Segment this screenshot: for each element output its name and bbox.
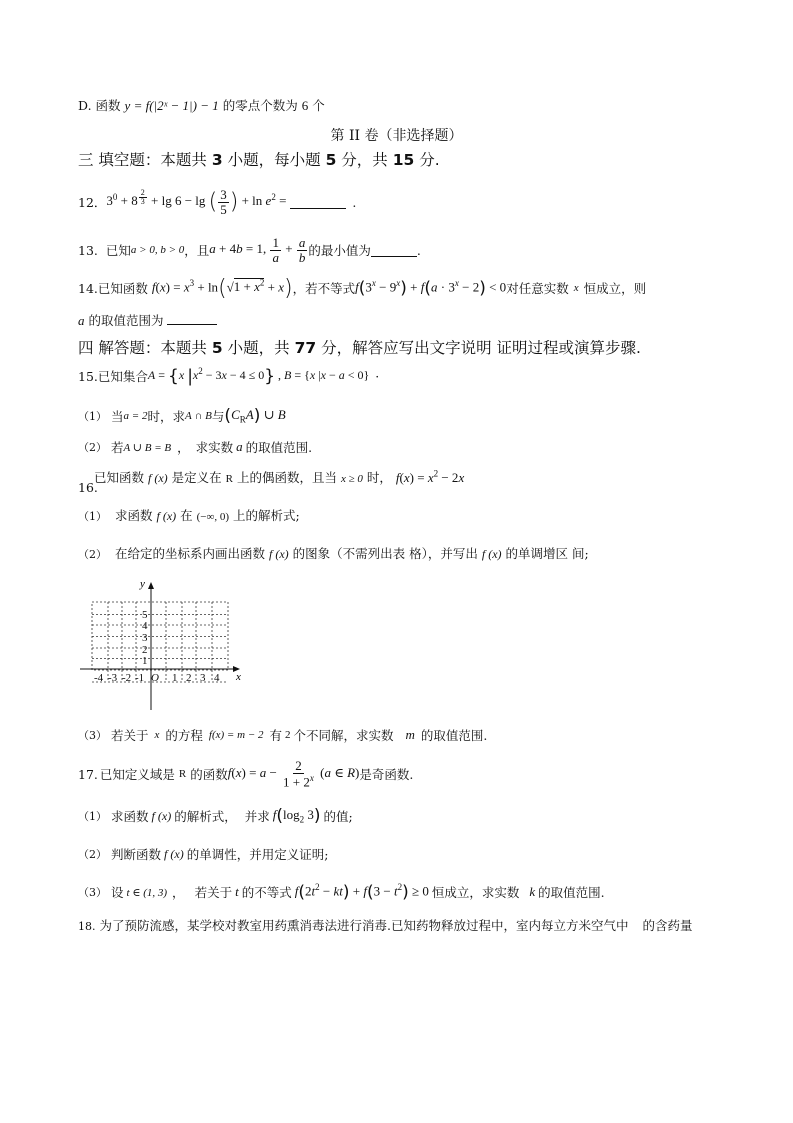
part-label: （2） (78, 548, 107, 561)
formula: (−∞, 0) (196, 511, 230, 523)
y-tick-4: 4 (142, 620, 148, 632)
part-label: （3） (78, 729, 107, 742)
question-14 (78, 270, 793, 306)
question-number: 17. (78, 766, 98, 782)
text: ， (172, 885, 185, 901)
text: 上的偶函数，且当 (236, 470, 337, 485)
question-15 (78, 362, 793, 390)
answer-blank[interactable] (290, 196, 346, 209)
value: 6 (301, 98, 309, 113)
text: 分. (419, 151, 440, 169)
text: 小题，每小题 (227, 151, 321, 169)
text: 个 (312, 98, 325, 113)
question-number: 15. (78, 368, 98, 384)
text: 判断函数 (111, 847, 162, 862)
text: 已知函数 (94, 470, 145, 485)
variable: a (236, 439, 243, 454)
text: 的含药量 (642, 918, 693, 933)
question-number: 16. (78, 480, 98, 495)
text: 的方程 (165, 728, 203, 743)
variable: a (78, 313, 85, 328)
variable: k (529, 884, 536, 900)
text: ，且 (184, 243, 210, 258)
question-17 (78, 756, 793, 792)
variable: R (178, 768, 187, 780)
section-header (78, 336, 793, 358)
formula: A ∪ B = B (123, 441, 172, 454)
formula: $f(x) = x^2 - 2x$ (395, 468, 465, 485)
formula: f (x) (151, 808, 172, 823)
formula: f (x) (156, 509, 177, 523)
text: 时， (147, 409, 173, 424)
formula: A = {x $|x^2 - 3x - 4 \le 0$} , B = {x |x − a < 0} (147, 365, 370, 387)
text: 求 (172, 409, 185, 424)
formula: f (x) (481, 547, 502, 561)
x-tick-labels (94, 672, 220, 684)
text: 上的解析式; (233, 508, 300, 523)
text: 当 (111, 409, 124, 424)
formula: $f(2t^2 - kt) + f(3 - t^2) \ge 0$ (294, 882, 429, 903)
text: 已知 (105, 243, 131, 258)
text: 的取值范围. (245, 440, 313, 455)
value: 15 (392, 151, 415, 169)
question-number: 13. (78, 242, 98, 258)
formula: f(x) = m − 2 (208, 729, 264, 741)
formula: a = 2 (123, 410, 148, 422)
value: 5 (325, 151, 337, 169)
text: ，若不等式 (292, 281, 356, 296)
text: 在 (180, 508, 193, 523)
formula: A ∩ B (184, 410, 212, 422)
question-16-text (94, 468, 464, 486)
text: 时， (366, 470, 392, 485)
section-header (78, 148, 793, 170)
text: 的值; (323, 809, 353, 824)
part-label: （1） (78, 410, 107, 423)
formula: t ∈ (1, 3) (126, 886, 168, 899)
text: 求实数 (195, 440, 234, 455)
text: 恒成立，求实数 (431, 885, 520, 901)
formula: a > 0, b > 0 (130, 244, 185, 256)
formula: f (x) (164, 846, 184, 861)
variable: m (405, 727, 415, 742)
formula: $3^0 + 8$ $^{\frac{2}{3}}$ + lg 6 − lg ( $\frac{3}{5}$ ) + $\ln e^2$ = (106, 186, 287, 217)
text: 的解析式， (174, 809, 237, 824)
text: 的零点个数为 (222, 98, 298, 113)
formula: f (x) (268, 547, 289, 561)
text: 已知函数 (97, 281, 148, 296)
text: 小题，共 (227, 339, 290, 357)
value: 77 (294, 339, 317, 357)
answer-blank[interactable] (167, 312, 217, 325)
question-13 (78, 232, 793, 268)
text: 的单调增区 间; (505, 546, 589, 561)
text: . (416, 242, 421, 258)
formula: $(C_RA)$ ∪ B (224, 406, 286, 426)
formula: f(x) = a − $\frac{2}{1 + 2^x}$ (a ∈ R) (227, 758, 360, 790)
question-16-part-3 (78, 726, 793, 744)
text: 若关于 (111, 728, 149, 743)
question-16-part-1 (78, 506, 793, 524)
text: 分，解答应写出文字说明 证明过程或演算步骤. (321, 339, 641, 357)
text: 个不同解，求实数 (293, 728, 394, 743)
text: 四 解答题：本题共 (78, 339, 207, 357)
text: 设 (111, 885, 124, 901)
question-17-part-3 (78, 882, 793, 902)
part-label: （2） (78, 441, 107, 454)
question-12 (78, 182, 793, 222)
x-tick-neg4: -4 (94, 672, 104, 684)
text: 是定义在 (171, 470, 222, 485)
text: 若关于 (194, 885, 233, 901)
variable: R (225, 473, 233, 485)
formula: a + 4b = 1, $\frac{1}{a}$ + $\frac{a}{b}$ (209, 234, 306, 265)
x-tick-neg2: -2 (122, 672, 132, 684)
x-tick-4: 4 (214, 672, 220, 684)
question-14-line-2 (78, 311, 793, 329)
text: 为了预防流感，某学校对教室用药熏消毒法进行消毒.已知药物释放过程中，室内每立方米空气中 (99, 918, 629, 933)
formula: y = f(|2ˣ − 1|) − 1 (124, 98, 219, 113)
variable: x (573, 282, 579, 294)
question-number: 18. (78, 920, 96, 933)
text: 求函数 (114, 508, 153, 523)
y-tick-labels (142, 609, 148, 667)
part-label: （1） (78, 810, 107, 823)
part-label: （1） (78, 510, 107, 523)
question-17-part-1 (78, 806, 793, 826)
text: 已知定义域是 (99, 767, 175, 782)
origin-label: O (151, 672, 159, 684)
variable: x (154, 729, 160, 741)
formula: $f(x) = x^3 + \ln(√1 + x^2 + x)$ (151, 275, 293, 301)
answer-blank[interactable] (371, 244, 417, 257)
formula: x ≥ 0 (340, 473, 363, 485)
text: 三 填空题：本题共 (78, 151, 207, 169)
part-label: （3） (78, 886, 107, 900)
text: 在给定的坐标系内画出函数 (114, 546, 265, 561)
part-title-text: 第 II 卷（非选择题） (330, 128, 463, 144)
text: 的函数 (190, 767, 228, 782)
question-16 (78, 466, 793, 494)
text: 函数 (95, 98, 121, 113)
variable: t (235, 884, 239, 900)
formula: f (x) (148, 471, 168, 485)
y-axis-arrow (148, 582, 154, 589)
coordinate-grid[interactable] (78, 572, 250, 712)
option-d (78, 96, 793, 114)
x-tick-2: 2 (186, 672, 192, 684)
option-label: D. (78, 98, 92, 113)
question-18 (78, 916, 793, 934)
question-15-part-2 (78, 436, 793, 458)
y-tick-2: 2 (142, 644, 148, 656)
text: 是奇函数. (359, 767, 414, 782)
y-axis-label: y (140, 578, 145, 590)
text: . (352, 194, 357, 210)
x-tick-3: 3 (200, 672, 206, 684)
value: 5 (211, 339, 223, 357)
part-label: （2） (78, 848, 107, 861)
text: 求函数 (111, 809, 149, 824)
y-tick-3: 3 (142, 632, 148, 644)
text: 有 (269, 728, 282, 743)
formula: $f(3^x - 9^x) + f(a \cdot 3^x - 2) < 0$ (355, 277, 507, 299)
text: 恒成立，则 (583, 281, 647, 296)
text: 若 (111, 440, 124, 455)
text: 的最小值为 (308, 243, 371, 258)
text: 的取值范围. (420, 728, 488, 743)
text: · (375, 368, 380, 384)
formula: $f(\log_2$ 3) (272, 806, 321, 826)
text: ， (177, 440, 190, 455)
value: 2 (285, 729, 291, 741)
text: 的取值范围. (538, 885, 605, 901)
text: 与 (211, 409, 225, 424)
text: 分，共 (341, 151, 388, 169)
x-tick-1: 1 (172, 672, 178, 684)
question-16-part-2 (78, 544, 793, 562)
part-title (0, 125, 793, 145)
text: 的单调性，并用定义证明; (186, 847, 329, 862)
x-axis-label: x (236, 671, 241, 683)
value: 3 (211, 151, 223, 169)
question-17-part-2 (78, 845, 793, 863)
y-tick-5: 5 (142, 609, 148, 621)
x-tick-neg3: -3 (108, 672, 118, 684)
text: 已知集合 (97, 369, 148, 384)
question-15-part-1 (78, 403, 793, 429)
text: 的不等式 (241, 885, 292, 901)
dashed-grid (92, 602, 228, 682)
text: 的图象（不需列出表 格），并写出 (292, 546, 478, 561)
text: 的取值范围为 (88, 313, 164, 328)
text: 对任意实数 (506, 281, 569, 296)
question-number: 14. (78, 280, 98, 296)
question-number: 12． (78, 195, 107, 210)
y-tick-1: 1 (142, 655, 148, 667)
x-tick-neg1: -1 (135, 672, 145, 684)
text: 并求 (244, 809, 270, 824)
